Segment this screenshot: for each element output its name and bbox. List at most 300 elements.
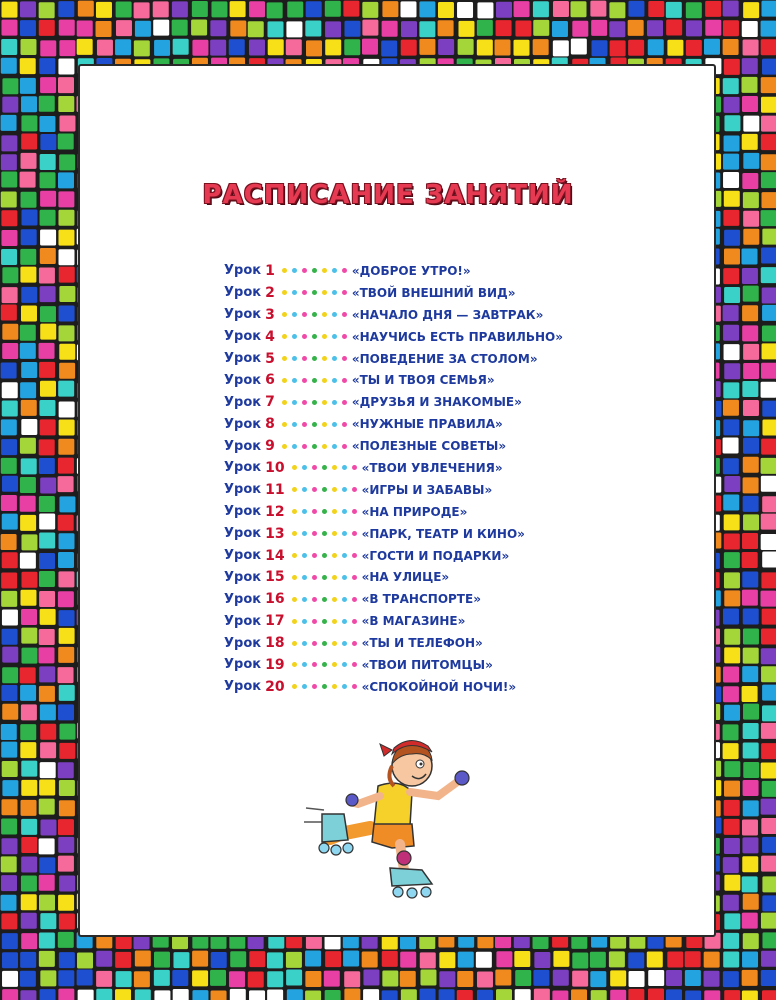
leader-dot <box>302 465 307 470</box>
leader-dot <box>352 531 357 536</box>
mosaic-tile <box>742 552 758 568</box>
mosaic-tile <box>20 667 36 683</box>
mosaic-tile <box>628 989 644 1000</box>
mosaic-tile <box>59 685 75 701</box>
mosaic-tile <box>20 590 36 606</box>
mosaic-tile <box>648 989 664 1000</box>
leader-dot <box>342 487 347 492</box>
dot-leader <box>292 684 357 689</box>
lesson-word: Урок <box>224 460 262 476</box>
lesson-number: 15 <box>265 569 285 586</box>
mosaic-tile <box>762 496 776 512</box>
mosaic-tile <box>762 59 776 75</box>
page-title: РАСПИСАНИЕ ЗАНЯТИЙ <box>202 180 574 210</box>
leader-dot <box>292 619 297 624</box>
mosaic-tile <box>420 952 436 968</box>
mosaic-tile <box>457 2 473 18</box>
mosaic-tile <box>724 115 740 131</box>
mosaic-tile <box>40 724 56 740</box>
mosaic-tile <box>723 895 739 911</box>
leader-dot <box>322 531 327 536</box>
mosaic-tile <box>572 952 588 968</box>
mosaic-tile <box>59 533 75 549</box>
mosaic-tile <box>723 686 739 702</box>
mosaic-tile <box>743 648 759 664</box>
mosaic-tile <box>742 21 758 37</box>
mosaic-tile <box>59 40 75 56</box>
mosaic-tile <box>21 572 37 588</box>
leader-dot <box>322 575 327 580</box>
lesson-title: «ДРУЗЬЯ И ЗНАКОМЫЕ» <box>351 395 522 410</box>
mosaic-tile <box>419 1 435 17</box>
dot-leader <box>292 575 357 580</box>
lesson-row <box>224 413 644 435</box>
lesson-number: 20 <box>265 678 285 695</box>
leader-dot <box>292 465 297 470</box>
leader-dot <box>352 509 357 514</box>
leader-dot <box>332 619 337 624</box>
mosaic-tile <box>742 913 758 929</box>
mosaic-tile <box>743 438 759 454</box>
mosaic-tile <box>514 40 530 56</box>
mosaic-tile <box>287 1 303 17</box>
leader-dot <box>312 378 317 383</box>
mosaic-tile <box>552 21 568 37</box>
lesson-number: 16 <box>265 591 285 608</box>
mosaic-tile <box>20 742 36 758</box>
lesson-number: 4 <box>265 328 275 345</box>
mosaic-tile <box>553 951 569 967</box>
mosaic-tile <box>59 363 75 379</box>
mosaic-tile <box>249 1 265 17</box>
leader-dot <box>332 575 337 580</box>
mosaic-tile <box>39 686 55 702</box>
dot-leader <box>282 400 347 405</box>
mosaic-tile <box>305 990 321 1000</box>
leader-dot <box>302 553 307 558</box>
lesson-title: «СПОКОЙНОЙ НОЧИ!» <box>361 679 517 694</box>
mosaic-tile <box>40 229 56 245</box>
leader-dot <box>332 684 337 689</box>
mosaic-tile <box>286 970 302 986</box>
lesson-row <box>224 369 644 391</box>
mosaic-tile <box>591 990 607 1000</box>
mosaic-tile <box>723 724 739 740</box>
mosaic-tile <box>58 932 74 948</box>
leader-dot <box>352 553 357 558</box>
mosaic-tile <box>704 952 720 968</box>
lesson-number: 3 <box>265 306 275 323</box>
dot-leader <box>282 268 347 273</box>
mosaic-tile <box>115 39 131 55</box>
lesson-word: Урок <box>224 635 262 651</box>
mosaic-tile <box>39 2 55 18</box>
mosaic-tile <box>1 58 17 74</box>
mosaic-tile <box>40 286 56 302</box>
leader-dot <box>322 334 327 339</box>
lesson-title: «ПОЛЕЗНЫЕ СОВЕТЫ» <box>351 439 507 454</box>
mosaic-tile <box>325 39 341 55</box>
mosaic-tile <box>21 819 37 835</box>
mosaic-tile <box>761 154 776 170</box>
mosaic-tile <box>1 591 17 607</box>
mosaic-tile <box>761 21 776 37</box>
leader-dot <box>282 268 287 273</box>
mosaic-tile <box>362 2 378 18</box>
mosaic-tile <box>495 970 511 986</box>
mosaic-tile <box>40 154 56 170</box>
mosaic-tile <box>116 971 132 987</box>
leader-dot <box>322 378 327 383</box>
mosaic-tile <box>39 951 55 967</box>
mosaic-tile <box>2 400 18 416</box>
lesson-row <box>224 435 644 457</box>
mosaic-tile <box>439 989 455 1000</box>
leader-dot <box>302 290 307 295</box>
leader-dot <box>302 487 307 492</box>
leader-dot <box>342 444 347 449</box>
leader-dot <box>332 334 337 339</box>
mosaic-tile <box>723 857 739 873</box>
mosaic-tile <box>2 267 18 283</box>
mosaic-tile <box>590 1 606 17</box>
mosaic-tile <box>724 913 740 929</box>
leader-dot <box>322 619 327 624</box>
leader-dot <box>322 356 327 361</box>
leader-dot <box>312 444 317 449</box>
mosaic-tile <box>59 952 75 968</box>
mosaic-tile <box>496 20 512 36</box>
mosaic-tile <box>534 952 550 968</box>
mosaic-tile <box>761 39 776 55</box>
mosaic-tile <box>761 723 776 739</box>
lesson-word: Урок <box>224 526 262 542</box>
mosaic-tile <box>401 989 417 1000</box>
mosaic-tile <box>628 40 644 56</box>
mosaic-tile <box>723 1 739 17</box>
mosaic-tile <box>419 39 435 55</box>
lesson-number: 18 <box>265 635 285 652</box>
mosaic-tile <box>761 77 776 93</box>
mosaic-tile <box>761 97 776 113</box>
mosaic-tile <box>1 362 17 378</box>
mosaic-tile <box>77 952 93 968</box>
mosaic-tile <box>723 495 739 511</box>
mosaic-tile <box>628 20 644 36</box>
mosaic-tile <box>59 344 75 360</box>
mosaic-tile <box>761 762 776 778</box>
mosaic-tile <box>724 97 740 113</box>
mosaic-tile <box>153 1 169 17</box>
leader-dot <box>342 422 347 427</box>
mosaic-tile <box>325 1 341 17</box>
leader-dot <box>292 575 297 580</box>
mosaic-tile <box>115 952 131 968</box>
dot-leader <box>282 444 347 449</box>
mosaic-tile <box>382 970 398 986</box>
mosaic-tile <box>762 552 776 568</box>
lesson-row <box>224 348 644 370</box>
mosaic-tile <box>211 990 227 1000</box>
leader-dot <box>292 487 297 492</box>
mosaic-tile <box>40 324 56 340</box>
leader-dot <box>312 641 317 646</box>
mosaic-tile <box>39 799 55 815</box>
lesson-title: «ТВОИ ПИТОМЦЫ» <box>361 657 493 672</box>
mosaic-tile <box>154 970 170 986</box>
leader-dot <box>302 378 307 383</box>
leader-dot <box>312 312 317 317</box>
leader-dot <box>302 662 307 667</box>
mosaic-tile <box>742 533 758 549</box>
mosaic-tile <box>39 571 55 587</box>
lesson-row <box>224 610 644 632</box>
dot-leader <box>292 641 357 646</box>
leader-dot <box>292 684 297 689</box>
mosaic-tile <box>761 382 776 398</box>
mosaic-tile <box>2 780 18 796</box>
lesson-number: 12 <box>265 503 285 520</box>
mosaic-tile <box>742 876 758 892</box>
lesson-title: «ПОВЕДЕНИЕ ЗА СТОЛОМ» <box>351 351 538 366</box>
mosaic-tile <box>58 704 74 720</box>
mosaic-tile <box>20 382 36 398</box>
mosaic-tile <box>685 970 701 986</box>
mosaic-tile <box>2 324 18 340</box>
mosaic-tile <box>192 40 208 56</box>
leader-dot <box>332 400 337 405</box>
mosaic-tile <box>20 990 36 1000</box>
mosaic-tile <box>286 39 302 55</box>
mosaic-tile <box>306 40 322 56</box>
mosaic-tile <box>743 116 759 132</box>
mosaic-tile <box>77 20 93 36</box>
leader-dot <box>332 662 337 667</box>
leader-dot <box>352 662 357 667</box>
lesson-word: Урок <box>224 657 262 673</box>
leader-dot <box>332 422 337 427</box>
leader-dot <box>292 334 297 339</box>
mosaic-tile <box>96 989 112 1000</box>
mosaic-tile <box>210 970 226 986</box>
mosaic-tile <box>77 970 93 986</box>
leader-dot <box>292 312 297 317</box>
mosaic-tile <box>742 970 758 986</box>
mosaic-tile <box>533 970 549 986</box>
mosaic-tile <box>40 381 56 397</box>
mosaic-tile <box>58 856 74 872</box>
girl-on-roller-skates-illustration <box>300 730 490 900</box>
mosaic-tile <box>40 306 56 322</box>
lesson-word: Урок <box>224 394 262 410</box>
mosaic-tile <box>438 39 454 55</box>
mosaic-tile <box>724 230 740 246</box>
mosaic-tile <box>515 21 531 37</box>
mosaic-tile <box>438 20 454 36</box>
mosaic-tile <box>724 647 740 663</box>
mosaic-tile <box>59 496 75 512</box>
lesson-word: Урок <box>224 263 262 279</box>
mosaic-tile <box>116 1 132 17</box>
mosaic-tile <box>761 1 776 17</box>
mosaic-tile <box>420 989 436 1000</box>
mosaic-tile <box>761 363 776 379</box>
mosaic-tile <box>344 39 360 55</box>
mosaic-tile <box>192 970 208 986</box>
mosaic-tile <box>267 989 283 1000</box>
mosaic-tile <box>761 476 776 492</box>
leader-dot <box>332 553 337 558</box>
mosaic-tile <box>267 952 283 968</box>
mosaic-tile <box>381 40 397 56</box>
mosaic-tile <box>20 249 36 265</box>
mosaic-tile <box>58 895 74 911</box>
mosaic-tile <box>457 971 473 987</box>
mosaic-tile <box>761 572 776 588</box>
mosaic-tile <box>400 971 416 987</box>
mosaic-tile <box>724 248 740 264</box>
mosaic-tile <box>21 837 37 853</box>
mosaic-tile <box>39 439 55 455</box>
dot-leader <box>282 422 347 427</box>
mosaic-tile <box>59 913 75 929</box>
mosaic-tile <box>96 21 112 37</box>
mosaic-tile <box>591 20 607 36</box>
mosaic-tile <box>58 230 74 246</box>
leader-dot <box>332 356 337 361</box>
mosaic-tile <box>172 970 188 986</box>
lesson-word: Урок <box>224 351 262 366</box>
mosaic-tile <box>723 951 739 967</box>
mosaic-tile <box>515 989 531 1000</box>
lesson-row <box>224 282 644 304</box>
mosaic-tile <box>438 2 454 18</box>
mosaic-tile <box>761 267 776 283</box>
mosaic-tile <box>609 951 625 967</box>
mosaic-tile <box>743 496 759 512</box>
mosaic-tile <box>743 363 759 379</box>
mosaic-tile <box>724 287 740 303</box>
mosaic-tile <box>59 743 75 759</box>
mosaic-tile <box>1 495 17 511</box>
mosaic-tile <box>761 856 776 872</box>
mosaic-tile <box>39 875 55 891</box>
mosaic-tile <box>58 59 74 75</box>
mosaic-tile <box>268 39 284 55</box>
lesson-title: «НАУЧИСЬ ЕСТЬ ПРАВИЛЬНО» <box>351 329 563 344</box>
mosaic-tile <box>571 989 587 1000</box>
lesson-title: «ПАРК, ТЕАТР И КИНО» <box>361 526 525 541</box>
mosaic-tile <box>39 458 55 474</box>
mosaic-tile <box>724 838 740 854</box>
mosaic-tile <box>116 20 132 36</box>
mosaic-tile <box>20 971 36 987</box>
mosaic-tile <box>743 344 759 360</box>
mosaic-tile <box>742 837 758 853</box>
leader-dot <box>342 619 347 624</box>
mosaic-tile <box>58 134 74 150</box>
mosaic-tile <box>724 819 740 835</box>
leader-dot <box>332 378 337 383</box>
mosaic-tile <box>610 990 626 1000</box>
mosaic-tile <box>743 153 759 169</box>
mosaic-tile <box>20 477 36 493</box>
leader-dot <box>342 509 347 514</box>
leader-dot <box>322 290 327 295</box>
mosaic-tile <box>306 1 322 17</box>
mosaic-tile <box>2 97 18 113</box>
mosaic-tile <box>59 628 75 644</box>
leader-dot <box>342 553 347 558</box>
mosaic-tile <box>21 761 37 777</box>
mosaic-tile <box>572 971 588 987</box>
lesson-row <box>224 523 644 545</box>
leader-dot <box>302 641 307 646</box>
leader-dot <box>322 684 327 689</box>
mosaic-tile <box>685 990 701 1000</box>
mosaic-tile <box>248 971 264 987</box>
leader-dot <box>292 597 297 602</box>
leader-dot <box>352 597 357 602</box>
mosaic-tile <box>21 628 37 644</box>
mosaic-tile <box>724 135 740 151</box>
mosaic-tile <box>666 970 682 986</box>
mosaic-tile <box>666 2 682 18</box>
mosaic-tile <box>724 761 740 777</box>
dot-leader <box>292 619 357 624</box>
leader-dot <box>292 268 297 273</box>
mosaic-tile <box>477 990 493 1000</box>
lesson-word: Урок <box>224 482 262 498</box>
mosaic-tile <box>401 40 417 56</box>
mosaic-tile <box>762 990 776 1000</box>
lesson-number: 2 <box>265 284 275 301</box>
leader-dot <box>352 619 357 624</box>
lesson-row <box>224 501 644 523</box>
leader-dot <box>332 268 337 273</box>
mosaic-tile <box>420 970 436 986</box>
mosaic-tile <box>742 952 758 968</box>
mosaic-tile <box>2 343 18 359</box>
leader-dot <box>332 465 337 470</box>
mosaic-tile <box>2 761 18 777</box>
mosaic-tile <box>458 952 474 968</box>
mosaic-tile <box>724 552 740 568</box>
mosaic-tile <box>686 2 702 18</box>
mosaic-tile <box>419 21 435 37</box>
mosaic-tile <box>249 990 265 1000</box>
mosaic-tile <box>21 857 37 873</box>
leader-dot <box>302 444 307 449</box>
mosaic-tile <box>96 2 112 18</box>
mosaic-tile <box>762 420 776 436</box>
mosaic-tile <box>743 762 759 778</box>
mosaic-tile <box>742 590 758 606</box>
leader-dot <box>342 312 347 317</box>
mosaic-tile <box>325 951 341 967</box>
mosaic-tile <box>20 515 36 531</box>
mosaic-tile <box>39 268 55 284</box>
mosaic-tile <box>609 2 625 18</box>
mosaic-tile <box>723 268 739 284</box>
mosaic-tile <box>229 971 245 987</box>
lesson-row <box>224 391 644 413</box>
mosaic-tile <box>2 933 18 949</box>
dot-leader <box>292 487 357 492</box>
mosaic-tile <box>172 20 188 36</box>
mosaic-tile <box>21 400 37 416</box>
leader-dot <box>352 487 357 492</box>
